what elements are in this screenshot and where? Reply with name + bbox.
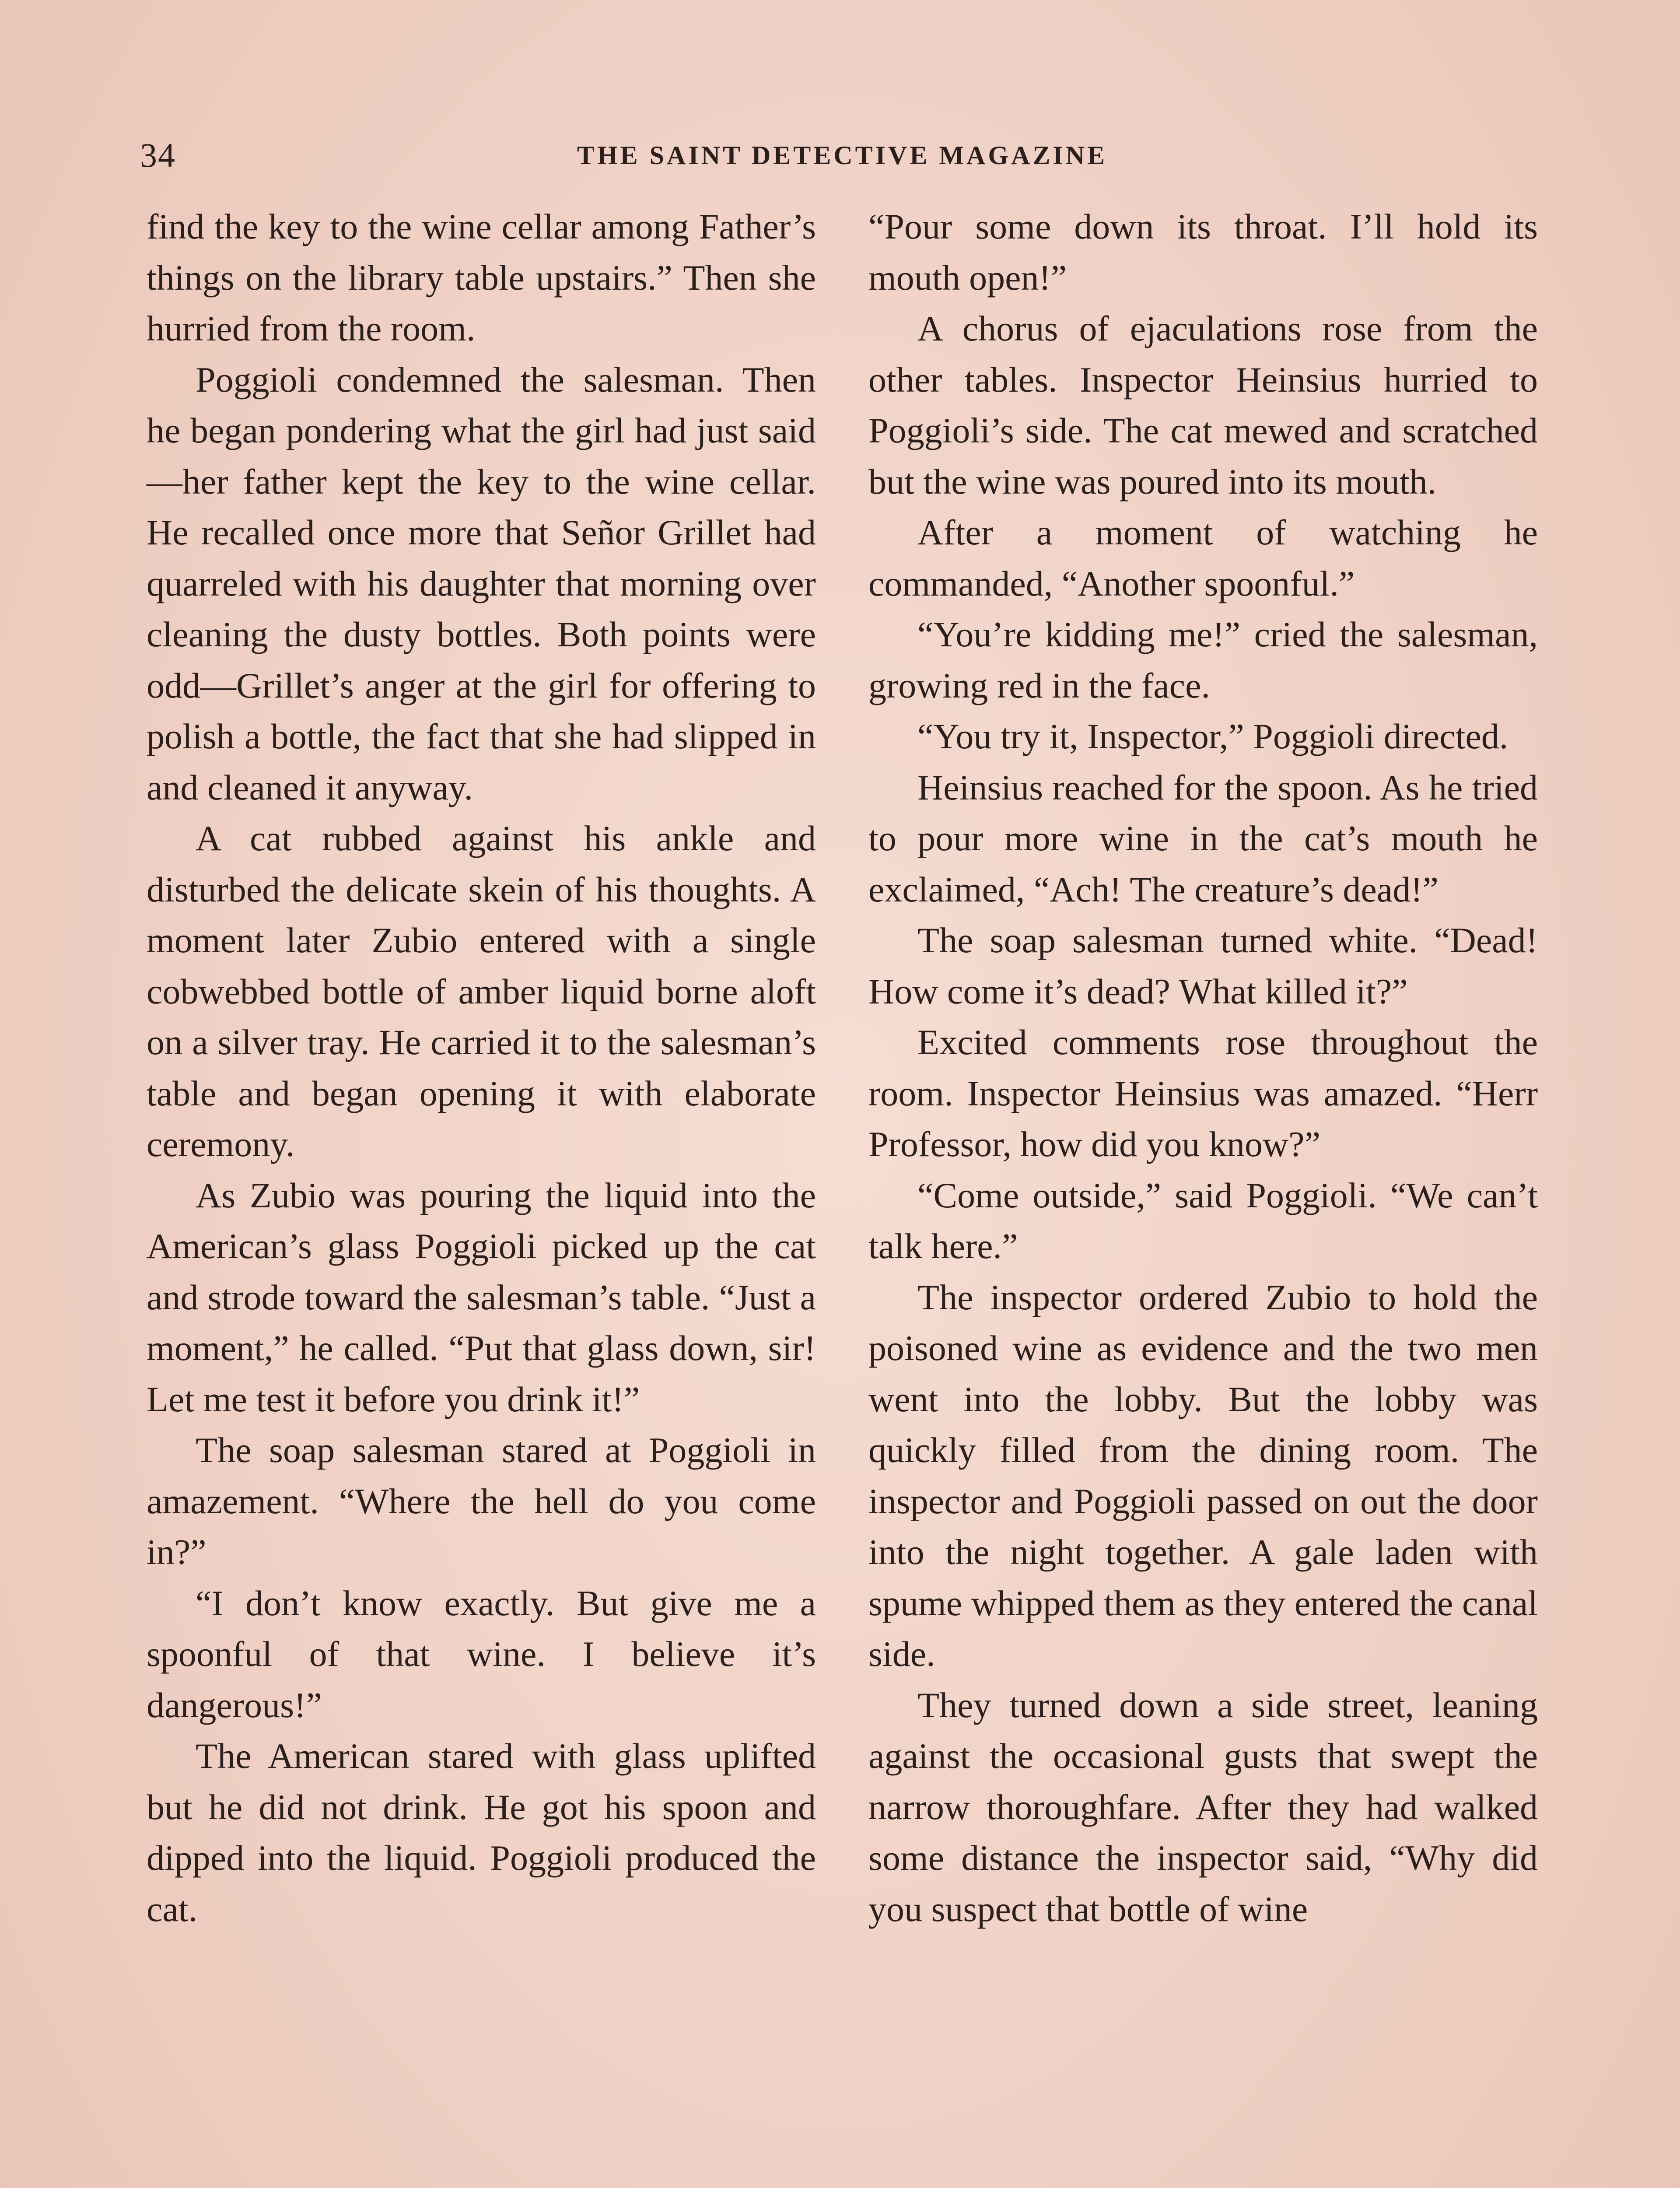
paragraph: After a moment of watching he commanded, “Another spoonful.”	[868, 512, 1538, 603]
paragraph: Poggioli condemned the salesman. Then he began pondering what the girl had just said—her father kept the key to the wine cellar. He recalled once more that Señor Grillet had quarreled with his daughter that morning over cleaning the dusty bottles. Both points were odd—Grillet’s anger at the girl for offering to polish a bottle, the fact that she had slipped in and cleaned it anyway.	[147, 359, 816, 807]
paragraph: Excited comments rose throughout the room. Inspector Heinsius was amazed. “Herr Professor, how did you know?”	[868, 1022, 1538, 1164]
paragraph: A chorus of ejaculations rose from the other tables. Inspector Heinsius hurried to Poggioli’s side. The cat mewed and scratched but the wine was poured into its mouth.	[868, 309, 1538, 501]
paragraph: find the key to the wine cellar among Father’s things on the library table upstairs.” Then she hurried from the room.	[147, 207, 816, 348]
paragraph: “I don’t know exactly. But give me a spoonful of that wine. I believe it’s dangerous!”	[147, 1583, 816, 1725]
paragraph: The soap salesman stared at Poggioli in amazement. “Where the hell do you come in?”	[147, 1430, 816, 1572]
paragraph: They turned down a side street, leaning against the occasional gusts that swept the narrow thoroughfare. After they had walked some distance the inspector said, “Why did you suspect that bottle of wine	[868, 1685, 1538, 1929]
paragraph: “Come outside,” said Poggioli. “We can’t talk here.”	[868, 1175, 1538, 1266]
paragraph: Heinsius reached for the spoon. As he tried to pour more wine in the cat’s mouth he exclaimed, “Ach! The creature’s dead!”	[868, 767, 1538, 909]
paragraph: The inspector ordered Zubio to hold the poisoned wine as evidence and the two men went into the lobby. But the lobby was quickly filled from the dining room. The inspector and Poggioli passed on out the door into the night together. A gale laden with spume whipped them as they entered the canal side.	[868, 1277, 1538, 1674]
right-column	[868, 201, 1538, 1935]
running-title: THE SAINT DETECTIVE MAGAZINE	[577, 141, 1108, 170]
paragraph: As Zubio was pouring the liquid into the American’s glass Poggioli picked up the cat and strode toward the salesman’s table. “Just a moment,” he called. “Put that glass down, sir! Let me test it before you drink it!”	[147, 1175, 816, 1419]
paragraph: The soap salesman turned white. “Dead! How come it’s dead? What killed it?”	[868, 920, 1538, 1011]
paragraph: “Pour some down its throat. I’ll hold its mouth open!”	[868, 207, 1538, 298]
left-column	[147, 201, 816, 1935]
paragraph: A cat rubbed against his ankle and disturbed the delicate skein of his thoughts. A moment later Zubio entered with a single cobwebbed bottle of amber liquid borne aloft on a silver tray. He carried it to the salesman’s table and began opening it with elaborate ceremony.	[147, 818, 816, 1164]
paragraph: The American stared with glass uplifted but he did not drink. He got his spoon and dipped into the liquid. Poggioli produced the cat.	[147, 1736, 816, 1929]
page-header	[140, 131, 1544, 179]
paragraph: “You’re kidding me!” cried the salesman, growing red in the face.	[868, 614, 1538, 705]
paragraph: “You try it, Inspector,” Poggioli directed.	[917, 716, 1508, 756]
page-number: 34	[140, 136, 176, 174]
